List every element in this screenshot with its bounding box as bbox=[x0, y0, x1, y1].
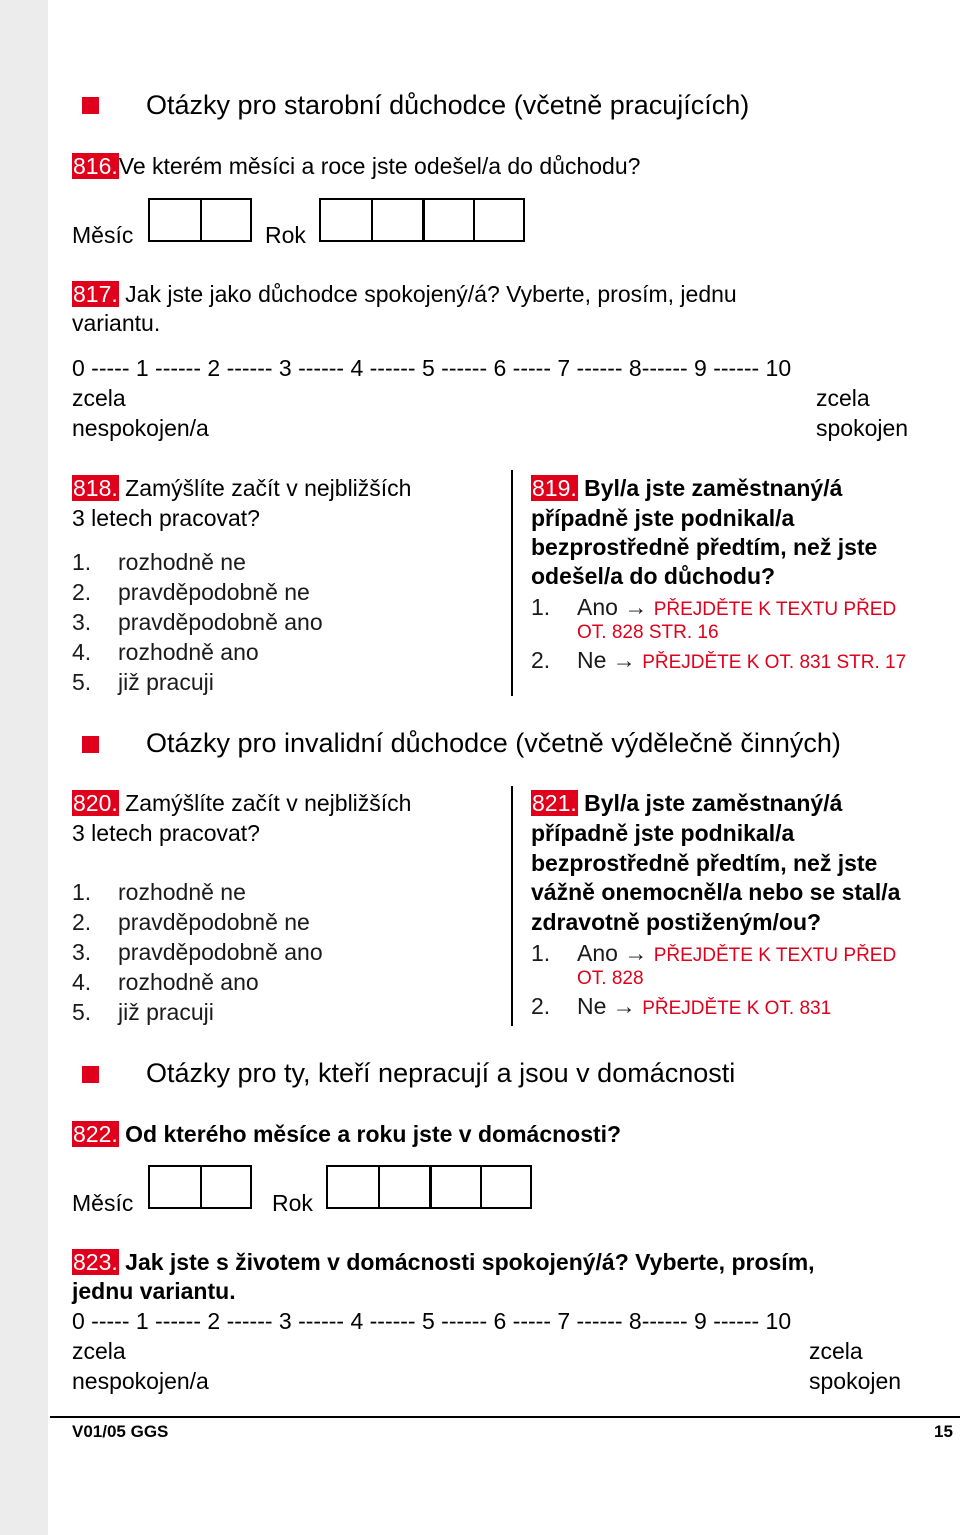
section-heading-retired: Otázky pro starobní důchodce (včetně pracujících) bbox=[146, 90, 750, 120]
question-823 bbox=[72, 1249, 815, 1276]
question-text-cont: bezprostředně předtím, než jste bbox=[531, 850, 878, 876]
question-816 bbox=[72, 153, 640, 180]
section-heading-disability: Otázky pro invalidní důchodce (včetně výdělečně činných) bbox=[146, 728, 841, 758]
question-817 bbox=[72, 281, 737, 308]
question-number: 818. bbox=[73, 475, 118, 501]
scale-right-label: zcela bbox=[816, 385, 870, 411]
question-text: Byl/a jste zaměstnaný/á bbox=[577, 790, 843, 816]
question-text-cont: 3 letech pracovat? bbox=[72, 505, 260, 531]
year-input-boxes[interactable] bbox=[326, 1165, 532, 1209]
question-number: 816. bbox=[73, 153, 118, 179]
option-yes[interactable]: 1. Ano → PŘEJDĚTE K TEXTU PŘED bbox=[531, 594, 897, 620]
skip-instruction: PŘEJDĚTE K OT. 831 bbox=[642, 998, 832, 1019]
question-819 bbox=[531, 475, 842, 502]
arrow-icon: → bbox=[612, 993, 636, 1019]
arrow-icon: → bbox=[624, 594, 648, 620]
question-number: 823. bbox=[73, 1249, 118, 1275]
month-label: Měsíc bbox=[72, 222, 134, 248]
skip-instruction: PŘEJDĚTE K OT. 831 STR. 17 bbox=[642, 652, 907, 673]
question-text: Zamýšlíte začít v nejbližších bbox=[118, 475, 412, 501]
left-margin-bar bbox=[0, 0, 48, 1535]
question-number: 820. bbox=[73, 790, 118, 816]
skip-instruction: PŘEJDĚTE K TEXTU PŘED bbox=[653, 945, 897, 966]
option-1[interactable]: 1. rozhodně ne bbox=[72, 879, 246, 905]
question-text-cont: zdravotně postiženým/ou? bbox=[531, 909, 822, 935]
scale-right-label: spokojen bbox=[809, 1368, 902, 1394]
skip-instruction: PŘEJDĚTE K TEXTU PŘED bbox=[653, 599, 897, 620]
question-text: Zamýšlíte začít v nejbližších bbox=[118, 790, 412, 816]
question-820 bbox=[72, 790, 411, 817]
skip-instruction-cont: OT. 828 STR. 16 bbox=[577, 622, 719, 643]
scale-right-label: spokojen bbox=[816, 415, 909, 441]
question-number: 817. bbox=[73, 281, 118, 307]
option-1[interactable]: 1. rozhodně ne bbox=[72, 549, 246, 575]
year-label: Rok bbox=[265, 222, 306, 248]
month-input-boxes[interactable] bbox=[148, 1165, 252, 1209]
section-bullet bbox=[82, 97, 99, 114]
column-divider bbox=[511, 786, 513, 1026]
section-bullet bbox=[82, 1066, 99, 1083]
question-text-cont: variantu. bbox=[72, 310, 161, 336]
footer-code: V01/05 GGS bbox=[72, 1422, 169, 1441]
question-text-cont: odešel/a do důchodu? bbox=[531, 563, 776, 589]
section-heading-home: Otázky pro ty, kteří nepracují a jsou v domácnosti bbox=[146, 1058, 736, 1088]
year-label: Rok bbox=[272, 1190, 313, 1216]
month-label: Měsíc bbox=[72, 1190, 134, 1216]
question-number: 821. bbox=[532, 790, 577, 816]
option-yes[interactable]: 1. Ano → PŘEJDĚTE K TEXTU PŘED bbox=[531, 940, 897, 966]
question-822 bbox=[72, 1121, 621, 1148]
option-5[interactable]: 5. již pracuji bbox=[72, 669, 214, 695]
option-2[interactable]: 2. pravděpodobně ne bbox=[72, 909, 310, 935]
scale-left-label: zcela bbox=[72, 385, 126, 411]
question-text-cont: vážně onemocněl/a nebo se stal/a bbox=[531, 879, 901, 905]
question-818 bbox=[72, 475, 411, 502]
question-text: Jak jste s životem v domácnosti spokojený/á? Vyberte, prosím, bbox=[118, 1249, 815, 1275]
option-4[interactable]: 4. rozhodně ano bbox=[72, 969, 259, 995]
question-text-cont: bezprostředně předtím, než jste bbox=[531, 534, 878, 560]
question-text-cont: 3 letech pracovat? bbox=[72, 820, 260, 846]
question-text: Od kterého měsíce a roku jste v domácnosti? bbox=[118, 1121, 622, 1147]
question-number: 822. bbox=[73, 1121, 118, 1147]
satisfaction-scale[interactable]: 0 ----- 1 ------ 2 ------ 3 ------ 4 ------ 5 ------ 6 ----- 7 ------ 8------ 9 ------ 10 bbox=[72, 1308, 792, 1334]
question-text: Jak jste jako důchodce spokojený/á? Vyberte, prosím, jednu bbox=[118, 281, 737, 307]
question-text-cont: případně jste podnikal/a bbox=[531, 820, 795, 846]
page-number: 15 bbox=[934, 1422, 953, 1441]
option-no[interactable]: 2. Ne → PŘEJDĚTE K OT. 831 bbox=[531, 993, 832, 1019]
scale-right-label: zcela bbox=[809, 1338, 863, 1364]
satisfaction-scale[interactable]: 0 ----- 1 ------ 2 ------ 3 ------ 4 ------ 5 ------ 6 ----- 7 ------ 8------ 9 ------ 10 bbox=[72, 355, 792, 381]
year-input-boxes[interactable] bbox=[319, 198, 525, 242]
question-text: Ve kterém měsíci a roce jste odešel/a do důchodu? bbox=[118, 153, 641, 179]
scale-left-label: nespokojen/a bbox=[72, 415, 209, 441]
skip-instruction-cont: OT. 828 bbox=[577, 968, 644, 989]
option-4[interactable]: 4. rozhodně ano bbox=[72, 639, 259, 665]
question-number: 819. bbox=[532, 475, 577, 501]
question-821 bbox=[531, 790, 842, 817]
option-3[interactable]: 3. pravděpodobně ano bbox=[72, 939, 323, 965]
column-divider bbox=[511, 470, 513, 696]
arrow-icon: → bbox=[624, 940, 648, 966]
question-text-cont: případně jste podnikal/a bbox=[531, 505, 795, 531]
option-5[interactable]: 5. již pracuji bbox=[72, 999, 214, 1025]
option-3[interactable]: 3. pravděpodobně ano bbox=[72, 609, 323, 635]
arrow-icon: → bbox=[612, 647, 636, 673]
question-text: Byl/a jste zaměstnaný/á bbox=[577, 475, 843, 501]
scale-left-label: zcela bbox=[72, 1338, 126, 1364]
scale-left-label: nespokojen/a bbox=[72, 1368, 209, 1394]
option-2[interactable]: 2. pravděpodobně ne bbox=[72, 579, 310, 605]
option-no[interactable]: 2. Ne → PŘEJDĚTE K OT. 831 STR. 17 bbox=[531, 647, 907, 673]
footer-rule bbox=[50, 1416, 960, 1418]
month-input-boxes[interactable] bbox=[148, 198, 252, 242]
section-bullet bbox=[82, 736, 99, 753]
question-text-cont: jednu variantu. bbox=[72, 1278, 236, 1304]
